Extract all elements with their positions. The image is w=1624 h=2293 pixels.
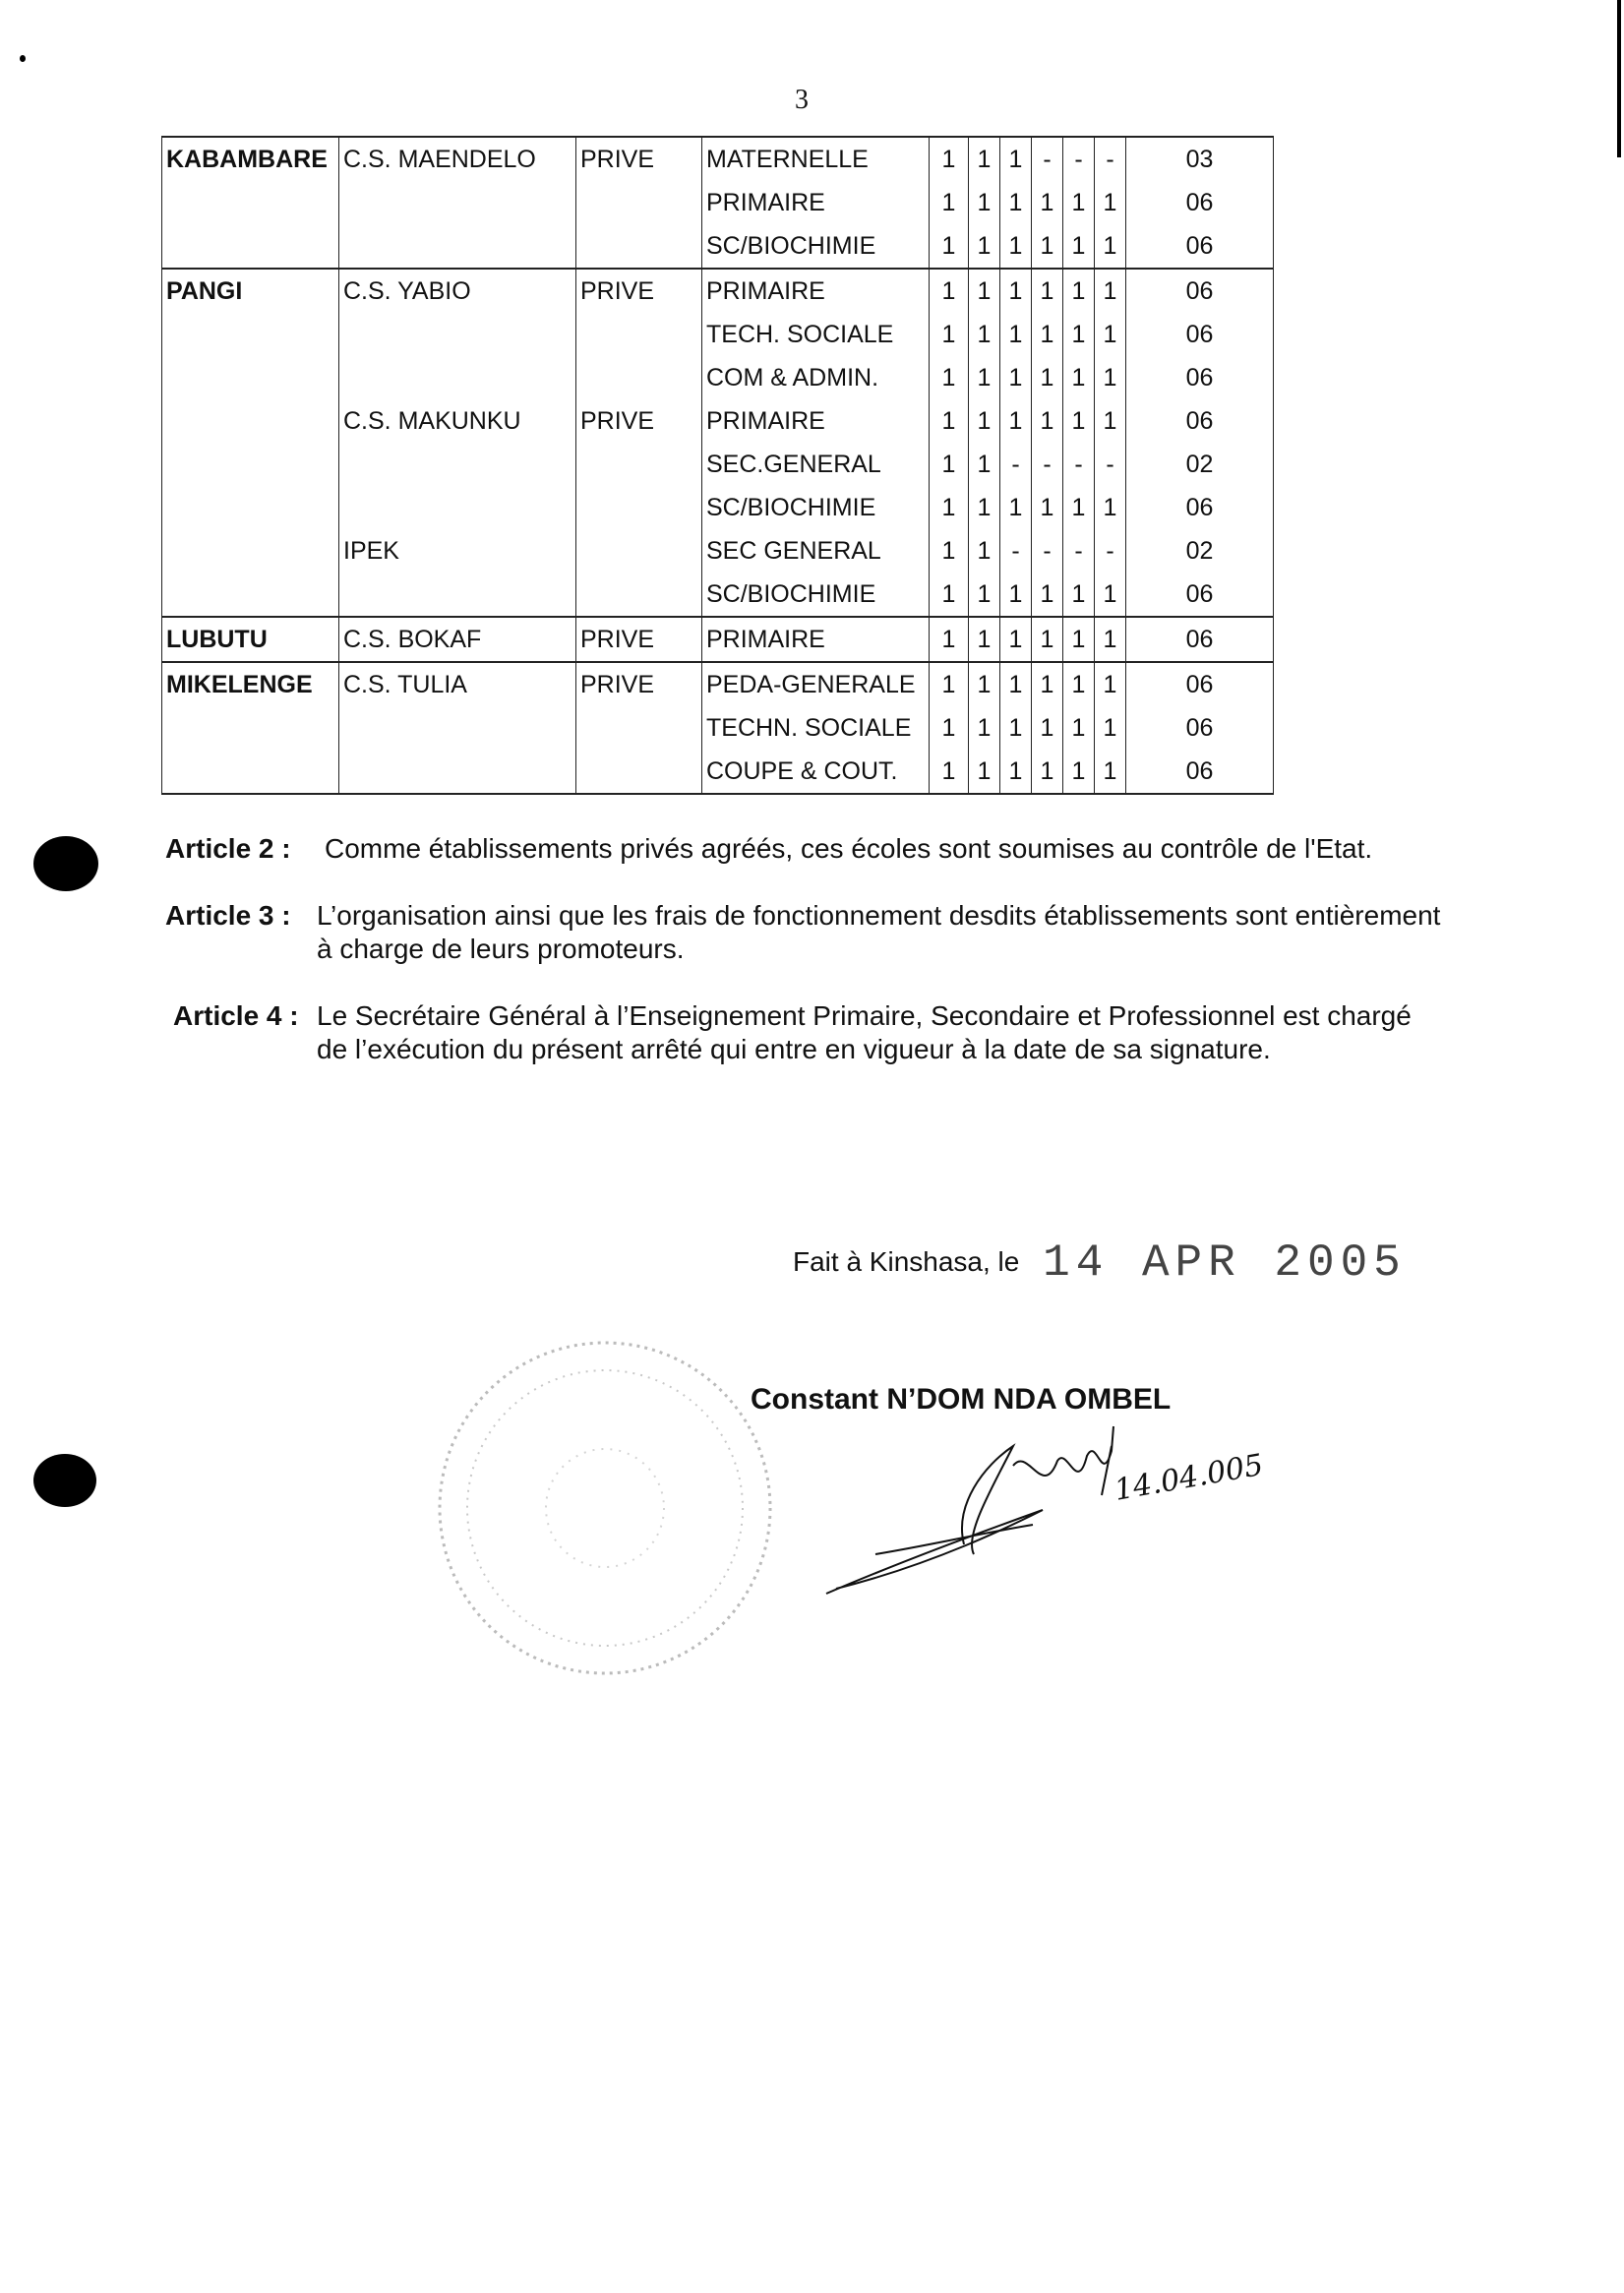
article-text: Le Secrétaire Général à l’Enseignement Primaire, Secondaire et Professionnel est chargé de l’exécution du présent arrêté qui entre en vigueur à la date de sa signature.	[317, 1000, 1412, 1064]
grade-cell: 1	[1000, 224, 1032, 269]
date-stamp: 14 APR 2005	[1043, 1237, 1407, 1289]
article-4	[173, 999, 1444, 1066]
grade-cell: 1	[1063, 181, 1095, 224]
school-cell	[339, 573, 576, 617]
grade-cell: 1	[1095, 181, 1126, 224]
grade-cell: 1	[1000, 356, 1032, 399]
grade-cell: 1	[930, 137, 969, 181]
grade-cell: 1	[1032, 313, 1063, 356]
total-cell: 06	[1126, 269, 1274, 313]
status-cell	[576, 573, 702, 617]
grade-cell: 1	[1095, 750, 1126, 794]
status-cell: PRIVE	[576, 137, 702, 181]
section-cell: SEC GENERAL	[702, 529, 930, 573]
grade-cell: 1	[930, 313, 969, 356]
status-cell	[576, 706, 702, 750]
grade-cell: 1	[969, 443, 1000, 486]
grade-cell: 1	[1000, 573, 1032, 617]
grade-cell: 1	[1063, 662, 1095, 706]
table-row	[162, 529, 1274, 573]
grade-cell: 1	[1032, 269, 1063, 313]
grade-cell: -	[1095, 443, 1126, 486]
section-cell: SEC.GENERAL	[702, 443, 930, 486]
grade-cell: 1	[1032, 573, 1063, 617]
school-cell: C.S. MAENDELO	[339, 137, 576, 181]
status-cell: PRIVE	[576, 399, 702, 443]
table-row	[162, 399, 1274, 443]
table-row	[162, 313, 1274, 356]
section-cell: PRIMAIRE	[702, 269, 930, 313]
grade-cell: 1	[1000, 137, 1032, 181]
grade-cell: 1	[969, 399, 1000, 443]
school-cell: C.S. BOKAF	[339, 617, 576, 662]
total-cell: 06	[1126, 313, 1274, 356]
total-cell: 06	[1126, 224, 1274, 269]
status-cell: PRIVE	[576, 662, 702, 706]
section-cell: PEDA-GENERALE	[702, 662, 930, 706]
total-cell: 06	[1126, 706, 1274, 750]
handwritten-signature	[816, 1407, 1289, 1603]
total-cell: 06	[1126, 356, 1274, 399]
grade-cell: 1	[969, 617, 1000, 662]
grade-cell: 1	[1032, 662, 1063, 706]
place-text: Fait à Kinshasa, le	[793, 1246, 1020, 1277]
table-row	[162, 137, 1274, 181]
total-cell: 06	[1126, 750, 1274, 794]
grade-cell: 1	[930, 617, 969, 662]
table-row	[162, 356, 1274, 399]
grade-cell: 1	[1032, 224, 1063, 269]
grade-cell: 1	[1095, 313, 1126, 356]
school-cell	[339, 224, 576, 269]
status-cell	[576, 181, 702, 224]
grade-cell: 1	[969, 137, 1000, 181]
status-cell: PRIVE	[576, 617, 702, 662]
table-body	[162, 137, 1274, 794]
grade-cell: 1	[969, 486, 1000, 529]
section-cell: PRIMAIRE	[702, 181, 930, 224]
location-cell	[162, 486, 339, 529]
grade-cell: 1	[969, 313, 1000, 356]
punch-hole-mark	[33, 1454, 96, 1507]
grade-cell: 1	[1063, 224, 1095, 269]
grade-cell: 1	[1000, 662, 1032, 706]
page-number: 3	[795, 85, 809, 115]
punch-hole-mark	[33, 836, 98, 891]
grade-cell: 1	[1095, 486, 1126, 529]
grade-cell: 1	[1095, 399, 1126, 443]
table-row	[162, 573, 1274, 617]
total-cell: 03	[1126, 137, 1274, 181]
grade-cell: -	[1063, 443, 1095, 486]
location-cell	[162, 443, 339, 486]
grade-cell: -	[1032, 529, 1063, 573]
grade-cell: 1	[1095, 269, 1126, 313]
grade-cell: -	[1032, 137, 1063, 181]
grade-cell: 1	[930, 529, 969, 573]
grade-cell: -	[1095, 529, 1126, 573]
total-cell: 06	[1126, 662, 1274, 706]
school-cell	[339, 486, 576, 529]
article-2	[165, 832, 1444, 866]
location-cell: LUBUTU	[162, 617, 339, 662]
grade-cell: 1	[969, 529, 1000, 573]
article-label: Article 3 :	[165, 900, 291, 931]
grade-cell: -	[1000, 443, 1032, 486]
location-cell	[162, 224, 339, 269]
status-cell	[576, 224, 702, 269]
grade-cell: -	[1095, 137, 1126, 181]
grade-cell: 1	[1032, 399, 1063, 443]
location-cell	[162, 181, 339, 224]
grade-cell: 1	[930, 486, 969, 529]
grade-cell: 1	[1000, 617, 1032, 662]
school-cell	[339, 443, 576, 486]
table-row	[162, 224, 1274, 269]
article-3	[165, 899, 1444, 966]
grade-cell: 1	[1032, 750, 1063, 794]
grade-cell: 1	[1032, 486, 1063, 529]
location-cell: KABAMBARE	[162, 137, 339, 181]
table-row	[162, 662, 1274, 706]
school-cell: C.S. TULIA	[339, 662, 576, 706]
scan-speck	[20, 55, 26, 62]
section-cell: PRIMAIRE	[702, 617, 930, 662]
location-cell: MIKELENGE	[162, 662, 339, 706]
total-cell: 02	[1126, 443, 1274, 486]
grade-cell: 1	[1000, 269, 1032, 313]
total-cell: 06	[1126, 399, 1274, 443]
grade-cell: 1	[1000, 486, 1032, 529]
grade-cell: 1	[1032, 706, 1063, 750]
table-row	[162, 443, 1274, 486]
school-cell	[339, 313, 576, 356]
grade-cell: 1	[930, 750, 969, 794]
grade-cell: 1	[1063, 313, 1095, 356]
status-cell: PRIVE	[576, 269, 702, 313]
status-cell	[576, 529, 702, 573]
grade-cell: 1	[1000, 706, 1032, 750]
grade-cell: 1	[930, 181, 969, 224]
table-row	[162, 269, 1274, 313]
total-cell: 06	[1126, 573, 1274, 617]
article-text: Comme établissements privés agréés, ces écoles sont soumises au contrôle de l'Etat.	[325, 833, 1373, 864]
status-cell	[576, 486, 702, 529]
grade-cell: 1	[1032, 617, 1063, 662]
section-cell: COM & ADMIN.	[702, 356, 930, 399]
grade-cell: 1	[1000, 181, 1032, 224]
grade-cell: 1	[1000, 313, 1032, 356]
grade-cell: 1	[1000, 750, 1032, 794]
total-cell: 06	[1126, 617, 1274, 662]
section-cell: SC/BIOCHIMIE	[702, 486, 930, 529]
section-cell: COUPE & COUT.	[702, 750, 930, 794]
table-row	[162, 706, 1274, 750]
table-row	[162, 750, 1274, 794]
table-row	[162, 617, 1274, 662]
total-cell: 06	[1126, 181, 1274, 224]
grade-cell: 1	[969, 181, 1000, 224]
signatory-name: Constant N’DOM NDA OMBEL	[751, 1383, 1172, 1416]
grade-cell: 1	[930, 573, 969, 617]
school-cell: C.S. YABIO	[339, 269, 576, 313]
grade-cell: 1	[930, 399, 969, 443]
total-cell: 02	[1126, 529, 1274, 573]
grade-cell: 1	[969, 269, 1000, 313]
grade-cell: 1	[1095, 356, 1126, 399]
grade-cell: 1	[1095, 573, 1126, 617]
article-label: Article 4 :	[173, 1000, 299, 1031]
handwritten-date-text: 14.04.005	[1112, 1447, 1266, 1508]
school-cell	[339, 706, 576, 750]
location-cell	[162, 356, 339, 399]
grade-cell: 1	[1063, 269, 1095, 313]
grade-cell: 1	[1095, 224, 1126, 269]
grade-cell: 1	[1063, 617, 1095, 662]
grade-cell: -	[1063, 529, 1095, 573]
official-seal	[433, 1336, 777, 1680]
grade-cell: 1	[1095, 617, 1126, 662]
section-cell: SC/BIOCHIMIE	[702, 224, 930, 269]
grade-cell: 1	[1095, 706, 1126, 750]
grade-cell: 1	[1032, 181, 1063, 224]
status-cell	[576, 750, 702, 794]
grade-cell: 1	[969, 706, 1000, 750]
status-cell	[576, 313, 702, 356]
article-text: L’organisation ainsi que les frais de fonctionnement desdits établissements sont entièrement à charge de leurs promoteurs.	[317, 900, 1441, 964]
section-cell: MATERNELLE	[702, 137, 930, 181]
grade-cell: -	[1032, 443, 1063, 486]
section-cell: SC/BIOCHIMIE	[702, 573, 930, 617]
grade-cell: 1	[1063, 399, 1095, 443]
total-cell: 06	[1126, 486, 1274, 529]
grade-cell: 1	[1063, 573, 1095, 617]
table-row	[162, 486, 1274, 529]
location-cell	[162, 750, 339, 794]
grade-cell: 1	[1063, 706, 1095, 750]
schools-table	[161, 136, 1274, 795]
grade-cell: -	[1063, 137, 1095, 181]
section-cell: TECHN. SOCIALE	[702, 706, 930, 750]
location-cell	[162, 313, 339, 356]
articles	[165, 832, 1444, 1100]
location-cell	[162, 573, 339, 617]
grade-cell: 1	[1063, 750, 1095, 794]
grade-cell: 1	[930, 356, 969, 399]
grade-cell: -	[1000, 529, 1032, 573]
grade-cell: 1	[1063, 356, 1095, 399]
location-cell: PANGI	[162, 269, 339, 313]
grade-cell: 1	[969, 573, 1000, 617]
grade-cell: 1	[969, 356, 1000, 399]
grade-cell: 1	[1095, 662, 1126, 706]
grade-cell: 1	[930, 443, 969, 486]
grade-cell: 1	[930, 706, 969, 750]
grade-cell: 1	[1032, 356, 1063, 399]
location-cell	[162, 399, 339, 443]
grade-cell: 1	[1063, 486, 1095, 529]
place-and-date	[793, 1237, 1407, 1289]
school-cell: IPEK	[339, 529, 576, 573]
article-label: Article 2 :	[165, 833, 291, 864]
grade-cell: 1	[930, 224, 969, 269]
scan-edge-mark	[1617, 0, 1621, 157]
grade-cell: 1	[969, 224, 1000, 269]
grade-cell: 1	[930, 662, 969, 706]
grade-cell: 1	[969, 750, 1000, 794]
grade-cell: 1	[1000, 399, 1032, 443]
location-cell	[162, 706, 339, 750]
school-cell	[339, 356, 576, 399]
school-cell	[339, 181, 576, 224]
section-cell: PRIMAIRE	[702, 399, 930, 443]
table-row	[162, 181, 1274, 224]
status-cell	[576, 356, 702, 399]
school-cell: C.S. MAKUNKU	[339, 399, 576, 443]
status-cell	[576, 443, 702, 486]
school-cell	[339, 750, 576, 794]
location-cell	[162, 529, 339, 573]
section-cell: TECH. SOCIALE	[702, 313, 930, 356]
grade-cell: 1	[969, 662, 1000, 706]
grade-cell: 1	[930, 269, 969, 313]
